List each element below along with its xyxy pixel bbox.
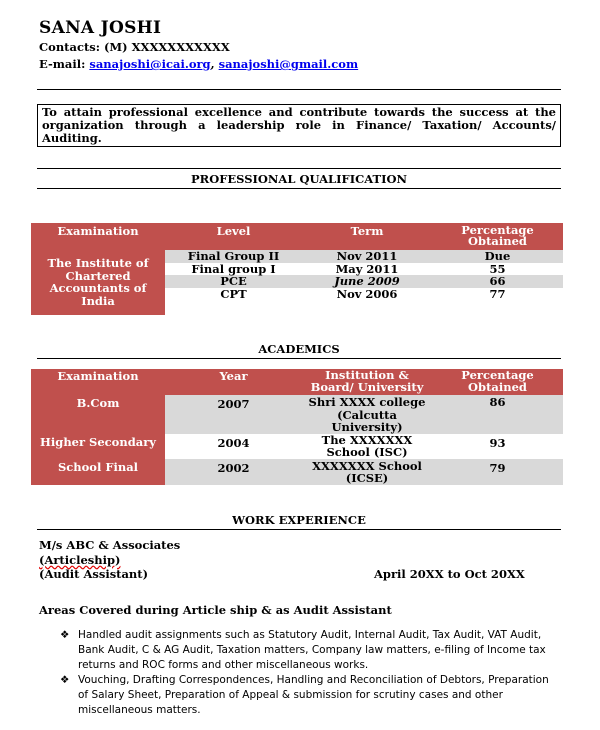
company-name: M/s ABC & Associates <box>39 538 181 552</box>
table-cell: Nov 2006 <box>302 288 432 315</box>
table-cell: 79 <box>432 459 563 485</box>
list-item-text: Handled audit assignments such as Statutory Audit, Internal Audit, Tax Audit, VAT Audit, Bank Audit, C & AG Audit, Taxation matters, Company law matters, e-filing of Income tax returns and ROC forms and other miscellaneous works. <box>78 629 546 671</box>
header-cell: Examination <box>31 223 165 250</box>
section-title-professional: PROFESSIONAL QUALIFICATION <box>191 172 407 186</box>
role-audit-assistant: (Audit Assistant) <box>39 567 149 581</box>
list-item <box>60 628 560 673</box>
section-rule-top <box>37 168 561 169</box>
section-title-work: WORK EXPERIENCE <box>232 513 366 527</box>
section-rule-bottom <box>37 358 561 359</box>
section-title-academics: ACADEMICS <box>258 342 340 356</box>
header-cell: Level <box>165 223 302 250</box>
header-cell: Term <box>302 223 432 250</box>
list-item-text: Vouching, Drafting Correspondences, Handling and Reconciliation of Debtors, Preparation of Salary Sheet, Preparation of Appeal & submission for scrutiny cases and other miscellaneous matters. <box>78 674 549 716</box>
header-cell: Percentage Obtained <box>432 223 563 250</box>
table-row <box>31 395 563 434</box>
work-period: April 20XX to Oct 20XX <box>374 567 525 581</box>
table-cell: Due <box>432 250 563 263</box>
areas-title: Areas Covered during Article ship & as Audit Assistant <box>39 603 392 617</box>
header-cell: Institution & Board/ University <box>302 369 432 395</box>
table-cell: PCE <box>165 275 302 288</box>
candidate-name: SANA JOSHI <box>39 18 162 38</box>
contacts-line: Contacts: (M) XXXXXXXXXXX <box>39 40 230 54</box>
exam-cell: B.Com <box>31 395 165 434</box>
role-articleship: (Articleship) <box>39 553 121 567</box>
responsibility-list <box>60 628 560 718</box>
email-separator: , <box>210 57 219 71</box>
table-cell: 55 <box>432 263 563 276</box>
section-rule-bottom <box>37 188 561 189</box>
exam-cell: Higher Secondary <box>31 434 165 459</box>
email-label: E-mail: <box>39 57 90 71</box>
table-cell: Nov 2011 <box>302 250 432 263</box>
email-line <box>39 57 358 71</box>
table-cell: CPT <box>165 288 302 315</box>
professional-table <box>31 223 563 315</box>
table-cell: 2004 <box>165 434 302 459</box>
section-rule-bottom <box>37 529 561 530</box>
header-divider <box>37 89 561 90</box>
table-cell: 77 <box>432 288 563 315</box>
table-row <box>31 434 563 459</box>
email-link-icai[interactable]: sanajoshi@icai.org <box>89 57 211 71</box>
table-cell: Final Group II <box>165 250 302 263</box>
exam-cell: School Final <box>31 459 165 485</box>
table-row <box>31 459 563 485</box>
table-cell: The XXXXXXX School (ISC) <box>302 434 432 459</box>
email-link-gmail[interactable]: sanajoshi@gmail.com <box>218 57 359 71</box>
table-cell: 93 <box>432 434 563 459</box>
table-cell: Shri XXXX college (Calcutta University) <box>302 395 432 434</box>
diamond-bullet-icon: ❖ <box>60 674 70 686</box>
table-cell: 86 <box>432 395 563 434</box>
table-header-row <box>31 223 563 250</box>
table-cell: 66 <box>432 275 563 288</box>
table-row <box>31 250 563 263</box>
academics-table <box>31 369 563 485</box>
header-cell: Examination <box>31 369 165 395</box>
table-cell: May 2011 <box>302 263 432 276</box>
header-cell: Percentage Obtained <box>432 369 563 395</box>
header-cell: Year <box>165 369 302 395</box>
table-cell: 2007 <box>165 395 302 434</box>
objective-box: To attain professional excellence and contribute towards the success at the organization through a leadership role in Finance/ Taxation/ Accounts/ Auditing. <box>37 104 561 147</box>
list-item <box>60 673 560 718</box>
table-header-row <box>31 369 563 395</box>
table-cell: Final group I <box>165 263 302 276</box>
table-cell: June 2009 <box>302 275 432 288</box>
table-cell: 2002 <box>165 459 302 485</box>
table-cell: XXXXXXX School (ICSE) <box>302 459 432 485</box>
diamond-bullet-icon: ❖ <box>60 629 70 641</box>
institute-cell: The Institute of Chartered Accountants of India <box>31 250 165 315</box>
